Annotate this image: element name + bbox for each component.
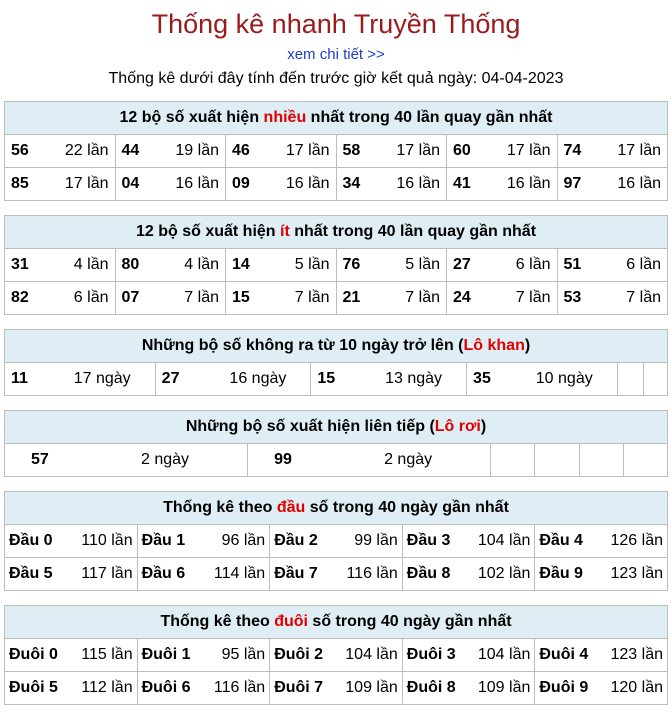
- stat-cell: [557, 282, 668, 315]
- least-frequent-table: [4, 215, 668, 315]
- number: 56: [11, 142, 29, 159]
- dau-table: [4, 491, 668, 591]
- count: 104 lần: [477, 646, 531, 663]
- header-highlight: đầu: [276, 499, 306, 516]
- stat-cell: [115, 168, 226, 201]
- table-row: [5, 672, 668, 705]
- count: 16 lần: [175, 175, 219, 192]
- number: 82: [11, 289, 29, 306]
- number: 04: [121, 175, 140, 192]
- number: 21: [342, 289, 361, 306]
- label: Đầu 9: [539, 565, 583, 582]
- count: 17 ngày: [73, 370, 131, 387]
- header-text: số trong 40 ngày gần nhất: [307, 613, 512, 630]
- count: 120 lần: [610, 679, 663, 696]
- stat-cell: [5, 525, 138, 558]
- number: 14: [232, 256, 250, 273]
- empty-cell: [643, 363, 667, 396]
- number: 58: [342, 142, 361, 159]
- count: 17 lần: [64, 175, 109, 192]
- table-row: [5, 282, 668, 315]
- count: 5 lần: [405, 256, 440, 273]
- count: 10 ngày: [535, 370, 593, 387]
- header-highlight: nhiều: [263, 109, 307, 126]
- header-text: Thống kê theo: [163, 499, 277, 516]
- stat-cell: [137, 558, 270, 591]
- count: 6 lần: [515, 256, 551, 273]
- number: 24: [453, 289, 471, 306]
- table-row: [5, 168, 668, 201]
- stat-cell: [535, 672, 668, 705]
- duoi-table: [4, 605, 668, 705]
- table-row: [5, 135, 668, 168]
- table-row: [5, 249, 668, 282]
- stat-cell: [115, 249, 226, 282]
- detail-link[interactable]: xem chi tiết >>: [287, 46, 385, 63]
- count: 2 ngày: [384, 451, 433, 468]
- dau-header: [5, 492, 668, 525]
- count: 4 lần: [184, 256, 219, 273]
- label: Đầu 7: [274, 565, 318, 582]
- label: Đuôi 0: [9, 646, 58, 663]
- stat-cell: [5, 639, 138, 672]
- stat-cell: [557, 168, 668, 201]
- stat-cell: [270, 639, 403, 672]
- count: 123 lần: [610, 646, 663, 663]
- count: 5 lần: [294, 256, 330, 273]
- number: 57: [31, 451, 49, 468]
- stat-cell: [535, 639, 668, 672]
- number: 51: [563, 256, 582, 273]
- count: 123 lần: [610, 565, 663, 582]
- stat-cell: [248, 444, 491, 477]
- table-row: [5, 525, 668, 558]
- label: Đầu 0: [9, 532, 53, 549]
- count: 7 lần: [626, 289, 661, 306]
- stat-cell: [402, 525, 535, 558]
- count: 7 lần: [184, 289, 219, 306]
- stat-cell: [402, 558, 535, 591]
- count: 7 lần: [294, 289, 330, 306]
- count: 6 lần: [626, 256, 661, 273]
- number: 44: [121, 142, 140, 159]
- number: 34: [342, 175, 361, 192]
- page-title: Thống kê nhanh Truyền Thống: [151, 9, 521, 39]
- header-text: Thống kê theo: [160, 613, 275, 630]
- stat-cell: [557, 249, 668, 282]
- number: 09: [232, 175, 250, 192]
- stat-cell: [336, 249, 447, 282]
- label: Đuôi 7: [274, 679, 324, 696]
- most-frequent-header: [5, 102, 668, 135]
- count: 117 lần: [81, 565, 133, 582]
- stat-cell: [270, 525, 403, 558]
- count: 6 lần: [73, 289, 109, 306]
- table-row: [5, 363, 668, 396]
- label: Đầu 2: [274, 532, 318, 549]
- stat-cell: [5, 672, 138, 705]
- count: 2 ngày: [141, 451, 190, 468]
- lo-roi-table: [4, 410, 668, 477]
- header-text: nhất trong 40 lần quay gần nhất: [289, 223, 537, 240]
- stat-cell: [311, 363, 467, 396]
- table-row: [5, 639, 668, 672]
- stat-cell: [137, 639, 270, 672]
- stat-cell: [155, 363, 311, 396]
- page-subtitle: Thống kê dưới đây tính đến trước giờ kết quả ngày: 04-04-2023: [108, 70, 564, 87]
- count: 17 lần: [617, 142, 661, 159]
- number: 35: [473, 370, 491, 387]
- number: 74: [563, 142, 582, 159]
- label: Đầu 1: [141, 532, 186, 549]
- count: 17 lần: [506, 142, 551, 159]
- header-text: số trong 40 ngày gần nhất: [305, 499, 509, 516]
- stat-cell: [447, 168, 558, 201]
- count: 17 lần: [285, 142, 330, 159]
- number: 60: [453, 142, 471, 159]
- label: Đuôi 3: [406, 646, 456, 663]
- lo-khan-header: [5, 330, 668, 363]
- stat-cell: [5, 363, 156, 396]
- number: 15: [317, 370, 336, 387]
- count: 109 lần: [477, 679, 531, 696]
- count: 115 lần: [81, 646, 133, 663]
- label: Đuôi 4: [539, 646, 589, 663]
- stat-cell: [447, 135, 558, 168]
- count: 16 lần: [506, 175, 551, 192]
- stat-cell: [336, 135, 447, 168]
- label: Đuôi 6: [141, 679, 191, 696]
- label: Đầu 8: [406, 565, 451, 582]
- label: Đuôi 9: [539, 679, 589, 696]
- label: Đuôi 1: [141, 646, 191, 663]
- number: 07: [121, 289, 140, 306]
- header-text: Những bộ số không ra từ 10 ngày trở lên (: [141, 337, 464, 354]
- stat-cell: [535, 558, 668, 591]
- header-text: ): [524, 337, 531, 354]
- stat-cell: [5, 444, 248, 477]
- count: 102 lần: [477, 565, 531, 582]
- header-text: ): [480, 418, 487, 435]
- empty-cell: [617, 363, 643, 396]
- stat-cell: [226, 249, 337, 282]
- number: 15: [232, 289, 250, 306]
- stat-cell: [226, 282, 337, 315]
- empty-cell: [491, 444, 535, 477]
- number: 41: [453, 175, 471, 192]
- stat-cell: [447, 282, 558, 315]
- count: 16 lần: [285, 175, 330, 192]
- stat-cell: [270, 672, 403, 705]
- count: 99 lần: [354, 532, 398, 549]
- count: 16 lần: [396, 175, 440, 192]
- header-text: 12 bộ số xuất hiện: [135, 223, 280, 240]
- stat-cell: [226, 168, 337, 201]
- label: Đầu 5: [9, 565, 53, 582]
- count: 22 lần: [64, 142, 109, 159]
- count: 13 ngày: [385, 370, 443, 387]
- stat-cell: [270, 558, 403, 591]
- stat-cell: [447, 249, 558, 282]
- count: 112 lần: [81, 679, 133, 696]
- number: 80: [121, 256, 140, 273]
- page: [0, 8, 672, 705]
- stat-cell: [5, 558, 138, 591]
- stat-cell: [535, 525, 668, 558]
- most-frequent-table: [4, 101, 668, 201]
- label: Đuôi 5: [9, 679, 58, 696]
- stat-cell: [467, 363, 618, 396]
- count: 4 lần: [73, 256, 109, 273]
- count: 19 lần: [175, 142, 219, 159]
- number: 85: [11, 175, 29, 192]
- count: 96 lần: [221, 532, 266, 549]
- label: Đầu 3: [406, 532, 451, 549]
- count: 109 lần: [345, 679, 398, 696]
- header-highlight: ít: [280, 223, 290, 240]
- lo-roi-header: [5, 411, 668, 444]
- count: 104 lần: [477, 532, 531, 549]
- stat-cell: [5, 282, 116, 315]
- number: 11: [11, 370, 28, 387]
- label: Đuôi 2: [274, 646, 324, 663]
- number: 53: [563, 289, 582, 306]
- stat-cell: [557, 135, 668, 168]
- table-row: [5, 444, 668, 477]
- count: 126 lần: [610, 532, 663, 549]
- stat-cell: [336, 168, 447, 201]
- count: 104 lần: [345, 646, 398, 663]
- count: 16 lần: [617, 175, 661, 192]
- count: 95 lần: [221, 646, 266, 663]
- stat-cell: [115, 135, 226, 168]
- number: 99: [274, 451, 292, 468]
- duoi-header: [5, 606, 668, 639]
- number: 31: [11, 256, 29, 273]
- stat-cell: [137, 672, 270, 705]
- empty-cell: [579, 444, 623, 477]
- stat-cell: [5, 168, 116, 201]
- stat-cell: [137, 525, 270, 558]
- stat-cell: [5, 135, 116, 168]
- least-frequent-header: [5, 216, 668, 249]
- empty-cell: [535, 444, 579, 477]
- stat-cell: [115, 282, 226, 315]
- stat-cell: [5, 249, 116, 282]
- count: 114 lần: [213, 565, 266, 582]
- label: Đầu 6: [141, 565, 186, 582]
- number: 97: [563, 175, 582, 192]
- header-highlight: Lô rơi: [434, 418, 481, 435]
- count: 17 lần: [396, 142, 440, 159]
- header-highlight: đuôi: [274, 613, 308, 630]
- label: Đầu 4: [539, 532, 583, 549]
- header-text: Những bộ số xuất hiện liên tiếp (: [185, 418, 435, 435]
- number: 27: [453, 256, 471, 273]
- count: 116 lần: [213, 679, 266, 696]
- table-row: [5, 558, 668, 591]
- stat-cell: [336, 282, 447, 315]
- count: 116 lần: [346, 565, 398, 582]
- lo-khan-table: [4, 329, 668, 396]
- stat-cell: [402, 639, 535, 672]
- number: 27: [161, 370, 180, 387]
- number: 46: [232, 142, 250, 159]
- header-highlight: Lô khan: [463, 337, 525, 354]
- header-text: 12 bộ số xuất hiện: [119, 109, 264, 126]
- number: 76: [342, 256, 361, 273]
- header-text: nhất trong 40 lần quay gần nhất: [306, 109, 553, 126]
- empty-cell: [623, 444, 667, 477]
- count: 7 lần: [405, 289, 440, 306]
- count: 7 lần: [515, 289, 551, 306]
- stat-cell: [226, 135, 337, 168]
- label: Đuôi 8: [406, 679, 456, 696]
- count: 110 lần: [81, 532, 133, 549]
- stat-cell: [402, 672, 535, 705]
- count: 16 ngày: [229, 370, 287, 387]
